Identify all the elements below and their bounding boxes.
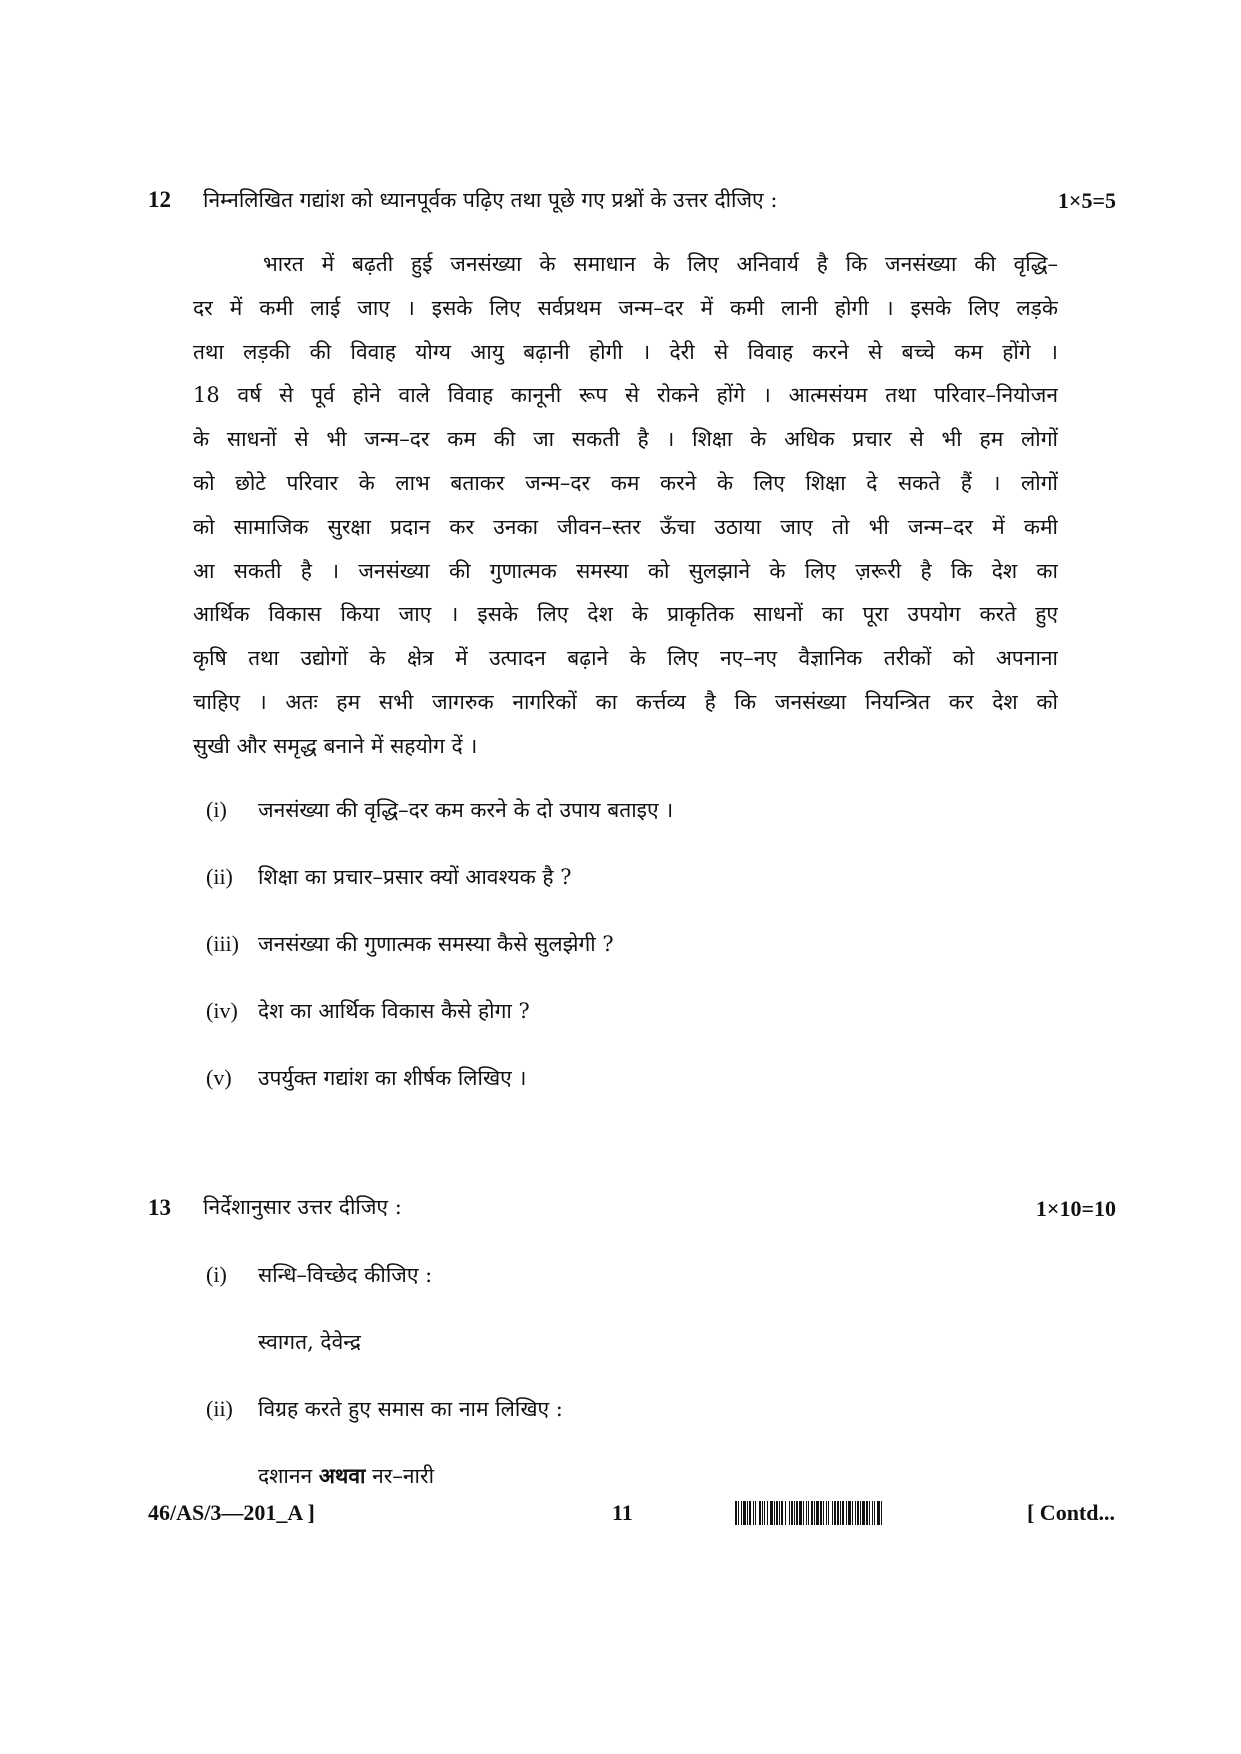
paper-code: 46/AS/3—201_A ] [148,1500,315,1525]
passage-line: दर में कमी लाई जाए । इसके लिए सर्वप्रथम जन्म–दर में कमी लानी होगी । इसके लिए लड़के [193,295,1058,320]
q12-question-i [206,796,673,824]
question-text: देश का आर्थिक विकास कैसे होगा ? [258,999,530,1023]
passage-line: चाहिए । अतः हम सभी जागरुक नागरिकों का कर्त्तव्य है कि जनसंख्या नियन्त्रित कर देश को [193,689,1058,714]
q13-instruction: निर्देशानुसार उत्तर दीजिए : [203,1195,402,1219]
q13-part-i [206,1261,432,1289]
passage-line: को छोटे परिवार के लाभ बताकर जन्म–दर कम करने के लिए शिक्षा दे सकते हैं । लोगों [193,470,1058,495]
passage-line: सुखी और समृद्ध बनाने में सहयोग दें । [193,733,478,758]
part-label: (ii) [206,1396,233,1421]
passage-line: आ सकती है । जनसंख्या की गुणात्मक समस्या को सुलझाने के लिए ज़रूरी है कि देश का [193,558,1058,583]
passage-line: कृषि तथा उद्योगों के क्षेत्र में उत्पादन बढ़ाने के लिए नए–नए वैज्ञानिक तरीकों को अपनाना [193,646,1058,671]
q13-marks: 1×10=10 [1035,1196,1116,1221]
q12-passage [193,243,1058,769]
question-text: उपर्युक्त गद्यांश का शीर्षक लिखिए । [258,1066,527,1090]
q12-question-iv [206,997,530,1025]
passage-line: 18 वर्ष से पूर्व होने वाले विवाह कानूनी रूप से रोकने होंगे । आत्मसंयम तथा परिवार–नियोजन [193,383,1058,408]
question-label: (i) [206,797,227,822]
part-text: विग्रह करते हुए समास का नाम लिखिए : [258,1397,563,1421]
q13-part-i-words: स्वागत, देवेन्द्र [258,1330,361,1354]
page-number: 11 [612,1500,633,1525]
q12-number: 12 [148,187,171,212]
q12-question-v [206,1064,526,1092]
q12-question-ii [206,863,571,891]
question-label: (ii) [206,864,233,889]
passage-line: तथा लड़की की विवाह योग्य आयु बढ़ानी होगी । देरी से विवाह करने से बच्चे कम होंगे । [193,339,1058,364]
q12-marks: 1×5=5 [1057,188,1116,213]
question-label: (iii) [206,931,239,956]
passage-line: आर्थिक विकास किया जाए । इसके लिए देश के प्राकृतिक साधनों का पूरा उपयोग करते हुए [193,602,1058,627]
q12-question-iii [206,930,614,958]
contd-label: [ Contd... [1026,1500,1115,1525]
part-label: (i) [206,1262,227,1287]
question-label: (v) [206,1065,232,1090]
passage-line: भारत में बढ़ती हुई जनसंख्या के समाधान के लिए अनिवार्य है कि जनसंख्या की वृद्धि– [263,252,1058,276]
question-text: जनसंख्या की वृद्धि–दर कम करने के दो उपाय बताइए । [258,798,674,822]
q13-part-ii [206,1395,563,1423]
passage-line: को सामाजिक सुरक्षा प्रदान कर उनका जीवन–स्तर ऊँचा उठाया जाए तो भी जन्म–दर में कमी [193,514,1058,539]
word-b: नर–नारी [372,1464,435,1488]
q13-number: 13 [148,1195,171,1220]
question-text: जनसंख्या की गुणात्मक समस्या कैसे सुलझेगी ? [258,932,614,956]
question-text: शिक्षा का प्रचार–प्रसार क्यों आवश्यक है ? [258,865,572,889]
passage-line: के साधनों से भी जन्म–दर कम की जा सकती है । शिक्षा के अधिक प्रचार से भी हम लोगों [193,427,1058,452]
part-text: सन्धि–विच्छेद कीजिए : [258,1263,433,1287]
or-connector: अथवा [318,1463,366,1488]
q12-instruction: निम्नलिखित गद्यांश को ध्यानपूर्वक पढ़िए तथा पूछे गए प्रश्नों के उत्तर दीजिए : [203,188,778,212]
q13-part-ii-words [258,1462,434,1490]
word-a: दशानन [258,1464,313,1488]
question-label: (iv) [206,998,238,1023]
barcode-graphic [735,1501,883,1525]
